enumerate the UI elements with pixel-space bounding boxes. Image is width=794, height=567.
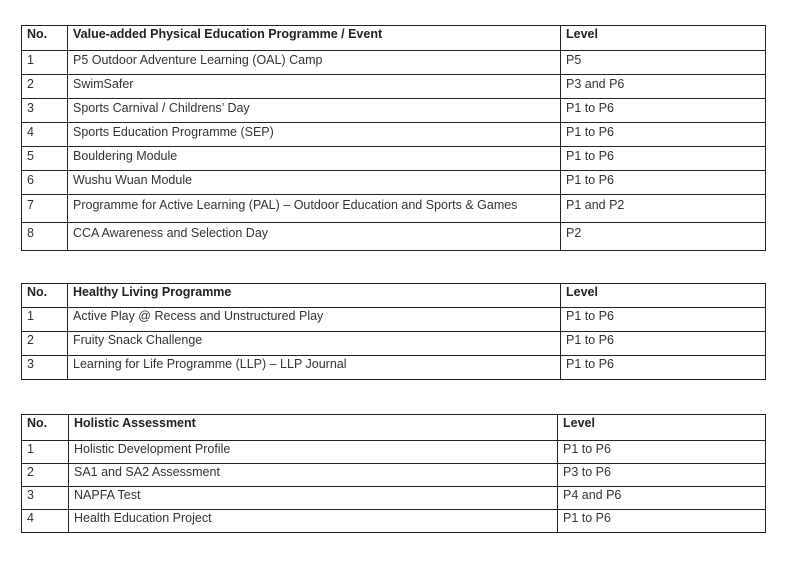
- cell-no: 1: [22, 308, 68, 332]
- cell-no: 2: [22, 75, 68, 99]
- cell-no: 2: [22, 332, 68, 356]
- cell-no: 4: [22, 510, 69, 533]
- table-header-row: [22, 415, 766, 441]
- cell-assessment: NAPFA Test: [69, 487, 558, 510]
- table-row: [22, 308, 766, 332]
- table-row: [22, 123, 766, 147]
- cell-programme: Programme for Active Learning (PAL) – Outdoor Education and Sports & Games: [68, 195, 561, 223]
- header-no: No.: [22, 415, 69, 441]
- cell-level: P2: [561, 223, 766, 251]
- holistic-assessment-table: [21, 414, 766, 533]
- cell-programme: SwimSafer: [68, 75, 561, 99]
- table-row: [22, 356, 766, 380]
- cell-no: 7: [22, 195, 68, 223]
- header-assessment: Holistic Assessment: [69, 415, 558, 441]
- cell-no: 1: [22, 51, 68, 75]
- header-programme: Value-added Physical Education Programme / Event: [68, 26, 561, 51]
- header-level: Level: [561, 284, 766, 308]
- cell-level: P4 and P6: [558, 487, 766, 510]
- header-programme: Healthy Living Programme: [68, 284, 561, 308]
- cell-programme: Sports Carnival / Childrens’ Day: [68, 99, 561, 123]
- header-level: Level: [558, 415, 766, 441]
- cell-programme: Bouldering Module: [68, 147, 561, 171]
- header-level: Level: [561, 26, 766, 51]
- cell-level: P1 to P6: [561, 147, 766, 171]
- cell-level: P1 to P6: [561, 356, 766, 380]
- cell-level: P1 to P6: [561, 171, 766, 195]
- cell-assessment: SA1 and SA2 Assessment: [69, 464, 558, 487]
- cell-level: P1 and P2: [561, 195, 766, 223]
- table-row: [22, 99, 766, 123]
- cell-level: P5: [561, 51, 766, 75]
- cell-programme: Wushu Wuan Module: [68, 171, 561, 195]
- cell-no: 3: [22, 487, 69, 510]
- table-row: [22, 487, 766, 510]
- cell-assessment: Health Education Project: [69, 510, 558, 533]
- healthy-living-table: [21, 283, 766, 380]
- cell-level: P1 to P6: [561, 332, 766, 356]
- cell-programme: P5 Outdoor Adventure Learning (OAL) Camp: [68, 51, 561, 75]
- cell-no: 3: [22, 99, 68, 123]
- table-row: [22, 441, 766, 464]
- cell-level: P3 to P6: [558, 464, 766, 487]
- table-header-row: [22, 26, 766, 51]
- cell-programme: Active Play @ Recess and Unstructured Play: [68, 308, 561, 332]
- cell-level: P1 to P6: [561, 99, 766, 123]
- cell-programme: Sports Education Programme (SEP): [68, 123, 561, 147]
- table-row: [22, 195, 766, 223]
- table-row: [22, 510, 766, 533]
- table-row: [22, 223, 766, 251]
- table-row: [22, 332, 766, 356]
- header-no: No.: [22, 284, 68, 308]
- table-row: [22, 147, 766, 171]
- cell-no: 4: [22, 123, 68, 147]
- cell-level: P1 to P6: [558, 510, 766, 533]
- table-row: [22, 51, 766, 75]
- cell-no: 3: [22, 356, 68, 380]
- cell-level: P1 to P6: [561, 308, 766, 332]
- table-row: [22, 171, 766, 195]
- cell-level: P1 to P6: [561, 123, 766, 147]
- table-row: [22, 75, 766, 99]
- cell-programme: Learning for Life Programme (LLP) – LLP Journal: [68, 356, 561, 380]
- cell-programme: CCA Awareness and Selection Day: [68, 223, 561, 251]
- table-row: [22, 464, 766, 487]
- cell-programme: Fruity Snack Challenge: [68, 332, 561, 356]
- table-header-row: [22, 284, 766, 308]
- cell-level: P1 to P6: [558, 441, 766, 464]
- pe-programme-table: [21, 25, 766, 251]
- header-no: No.: [22, 26, 68, 51]
- cell-no: 1: [22, 441, 69, 464]
- cell-no: 2: [22, 464, 69, 487]
- cell-level: P3 and P6: [561, 75, 766, 99]
- cell-no: 5: [22, 147, 68, 171]
- cell-no: 8: [22, 223, 68, 251]
- cell-no: 6: [22, 171, 68, 195]
- cell-assessment: Holistic Development Profile: [69, 441, 558, 464]
